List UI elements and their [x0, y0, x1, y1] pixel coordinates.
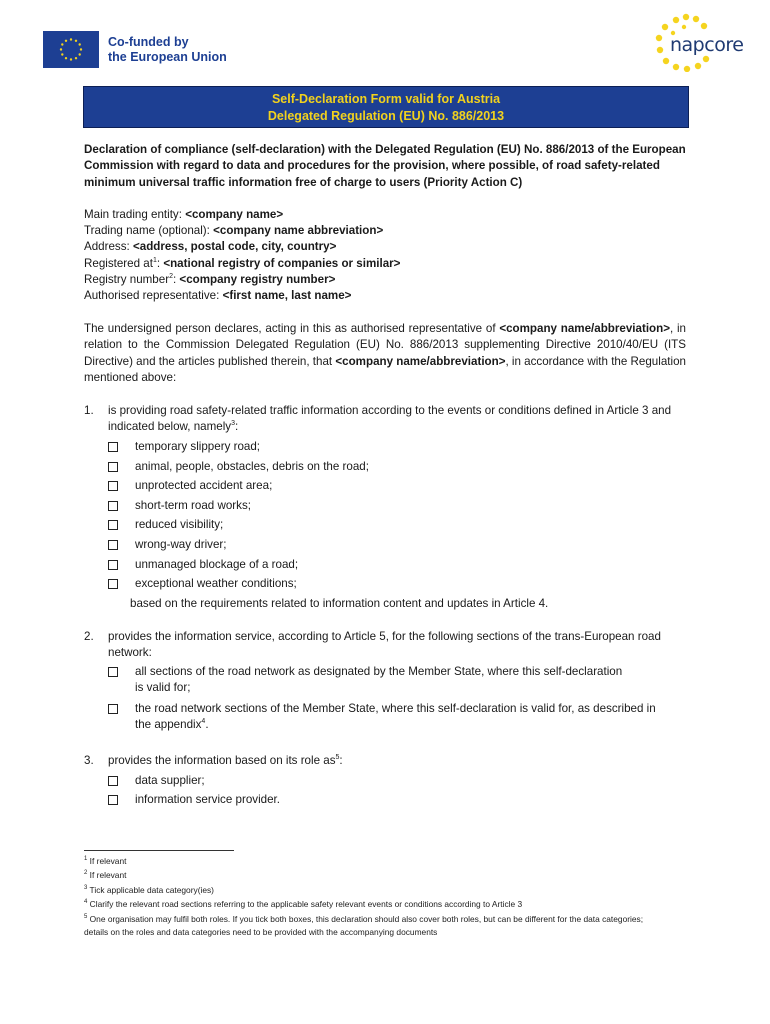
- list-item-3-text: provides the information based on its role $as^5$:: [108, 754, 343, 767]
- checkbox[interactable]: [108, 704, 118, 714]
- footnote-5: $^5$ One organisation may fulfil both roles. If you tick both boxes, this declaration should also cover both roles, but can be different for the data categories; details on the roles and data categories need to be provided with the accompanying documents: [84, 914, 644, 937]
- trading-name-value[interactable]: <company name abbreviation>: [213, 224, 384, 237]
- form-title-line1: Self-Declaration Form valid for Austria: [271, 92, 501, 106]
- form-title-box: [83, 86, 689, 128]
- list-item-1-footer: based on the requirements related to information content and updates in Article 4.: [130, 597, 549, 610]
- napcore-logo: [650, 12, 746, 72]
- eu-logo-line2: the European Union: [108, 49, 227, 64]
- form-title-line2: Delegated Regulation (EU) No. 886/2013: [267, 109, 505, 123]
- list-item-1-text: is providing road safety-related traffic information according to the events or conditions defined in Article 3 and indicated below, namely$^3$:: [108, 404, 672, 434]
- checkbox[interactable]: [108, 442, 118, 452]
- list-item-2-text: provides the information service, according to Article 5, for the following sections of the trans-European road network:: [108, 630, 661, 660]
- footnote-4: $^4$ Clarify the relevant road sections referring to the applicable safety relevant events or conditions according to Article 3: [84, 899, 523, 909]
- checkbox[interactable]: [108, 481, 118, 491]
- eu-logo-line1: Co-funded by: [108, 34, 189, 49]
- footnote-1: $^1$ If relevant: [84, 856, 127, 866]
- eu-flag-icon: [43, 31, 99, 68]
- checkbox[interactable]: [108, 462, 118, 472]
- representative-value[interactable]: <first name, last name>: [222, 289, 352, 302]
- footnote-2: $^2$ If relevant: [84, 870, 127, 880]
- field-main-entity: Main trading entity: <company name>: [84, 208, 284, 221]
- address-value[interactable]: <address, postal code, city, country>: [132, 240, 337, 253]
- registry-number-value[interactable]: <company registry number>: [179, 273, 336, 286]
- field-registry-number: Registry number$^2$: <company registry number>: [84, 273, 336, 286]
- footnote-separator: [84, 850, 234, 851]
- footnote-3: $^3$ Tick applicable data category(ies): [84, 885, 214, 895]
- checkbox[interactable]: [108, 579, 118, 589]
- field-trading-name: Trading name (optional): <company name abbreviation>: [84, 224, 384, 237]
- intro-paragraph: Declaration of compliance (self-declaration) with the Delegated Regulation (EU) No. 886/2013 of the European Commission with regard to data and procedures for the provision, where possible, of road safety-related minimum universal traffic information free of charge to users (Priority Action C): [84, 143, 686, 189]
- checkbox[interactable]: [108, 540, 118, 550]
- field-registered-at: Registered $at^1$: <national registry of companies or similar>: [84, 257, 401, 270]
- eu-logo-text: [108, 35, 227, 65]
- field-address: Address: <address, postal code, city, country>: [84, 240, 337, 253]
- field-representative: Authorised representative: <first name, last name>: [84, 289, 352, 302]
- checkbox[interactable]: [108, 667, 118, 677]
- napcore-logo-text: napcore: [670, 34, 744, 56]
- checkbox[interactable]: [108, 560, 118, 570]
- registered-at-value[interactable]: <national registry of companies or similar>: [163, 257, 401, 270]
- checkbox[interactable]: [108, 501, 118, 511]
- main-entity-value[interactable]: <company name>: [185, 208, 284, 221]
- declaration-paragraph: The undersigned person declares, acting in this as authorised representative of <company name/abbreviation>, in relation to the Commission Delegated Regulation (EU) No. 886/2013 supplementing Directive 2010/40/EU (ITS Directive) and the articles published therein, that <company name/abbreviation>, in accordance with the Regulation mentioned above:: [84, 322, 687, 384]
- checkbox[interactable]: [108, 520, 118, 530]
- eu-cofunded-logo: [43, 31, 227, 68]
- checkbox[interactable]: [108, 795, 118, 805]
- checkbox[interactable]: [108, 776, 118, 786]
